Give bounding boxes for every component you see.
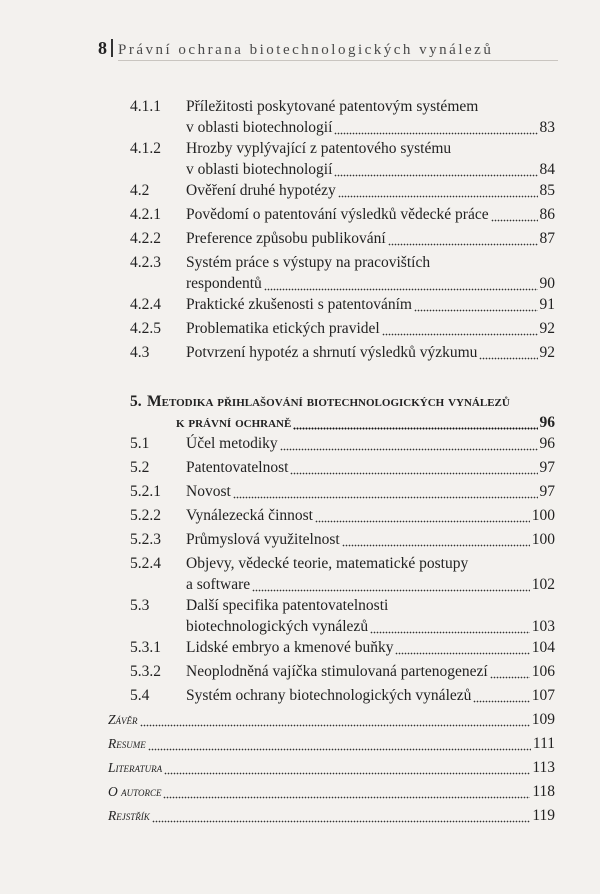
toc-section-number: 4.1.2	[130, 140, 161, 157]
toc-page-number: 84	[539, 161, 555, 178]
toc-section-number: 4.2.1	[130, 206, 161, 223]
toc-entry-title: Neoplodněná vajíčka stimulovaná partenogenezí	[186, 663, 488, 680]
toc-entry-title: k právní ochraně	[176, 414, 292, 431]
toc-entry-title: Patentovatelnost	[186, 459, 289, 476]
toc-page-number: 90	[539, 275, 555, 292]
toc-section-number: 5.2.2	[130, 507, 161, 524]
dot-leader	[315, 505, 530, 526]
dot-leader	[388, 228, 538, 249]
dot-leader	[490, 661, 530, 682]
header-rule	[118, 60, 558, 61]
dot-leader	[338, 180, 538, 201]
running-header	[98, 38, 558, 59]
toc-entry-title: Novost	[186, 483, 231, 500]
toc-entry-title: O autorce	[108, 784, 162, 799]
dot-leader	[163, 781, 530, 802]
toc-section-number: 5.2.4	[130, 555, 161, 572]
dot-leader	[290, 457, 538, 478]
toc-entry-title: Závěr	[108, 712, 138, 727]
header-separator	[111, 39, 113, 57]
book-title: Právní ochrana biotechnologických vynálezů	[118, 42, 494, 58]
toc-page-number: 109	[531, 711, 555, 728]
toc-entry-title: Příležitosti poskytované patentovým systémem	[186, 98, 479, 115]
toc-page-number: 106	[531, 663, 555, 680]
toc-entry-title: Systém práce s výstupy na pracovištích	[186, 254, 431, 271]
toc-entry-title: Průmyslová využitelnost	[186, 531, 340, 548]
toc-entry-title: Povědomí o patentování výsledků vědecké práce	[186, 206, 489, 223]
toc-entry-title: Literatura	[108, 760, 163, 775]
toc-section-number: 5.2.1	[130, 483, 161, 500]
dot-leader	[293, 412, 538, 433]
toc-section-number: 5.2.3	[130, 531, 161, 548]
toc-entry-title: Resume	[108, 736, 146, 751]
toc-section-number: 4.1.1	[130, 98, 161, 115]
dot-leader	[414, 294, 538, 315]
toc-section-number: 4.2	[130, 182, 150, 199]
toc-entry-title: Rejstřík	[108, 808, 150, 823]
toc-section-number: 5.4	[130, 687, 150, 704]
toc-section-number: 5.2	[130, 459, 150, 476]
dot-leader	[252, 574, 530, 595]
toc-entry-title: v oblasti biotechnologií	[186, 161, 333, 178]
toc-page-number: 100	[531, 531, 555, 548]
toc-page-number: 92	[539, 320, 555, 337]
toc-page-number: 100	[531, 507, 555, 524]
toc-entry-title: v oblasti biotechnologií	[186, 119, 333, 136]
toc-entry-title: Systém ochrany biotechnologických vynálezů	[186, 687, 472, 704]
toc-page-number: 102	[531, 576, 555, 593]
dot-leader	[233, 481, 538, 502]
page-number: 8	[98, 38, 107, 58]
toc-page-number: 97	[539, 459, 555, 476]
toc-entry-title: Vynálezecká činnost	[186, 507, 313, 524]
toc-page-number: 96	[539, 414, 555, 431]
toc-page-number: 103	[531, 618, 555, 635]
toc-section-number: 4.2.4	[130, 296, 161, 313]
dot-leader	[264, 273, 538, 294]
toc-entry-title: respondentů	[186, 275, 262, 292]
dot-leader	[148, 733, 531, 754]
toc-entry-title: Problematika etických pravidel	[186, 320, 380, 337]
toc-page-number: 91	[539, 296, 555, 313]
toc-page-number: 104	[531, 639, 555, 656]
toc-page-number: 96	[539, 435, 555, 452]
dot-leader	[370, 616, 530, 637]
toc-entry-title: Účel metodiky	[186, 435, 278, 452]
dot-leader	[479, 342, 538, 363]
toc-entry-title: Hrozby vyplývající z patentového systému	[186, 140, 452, 157]
dot-leader	[342, 529, 530, 550]
dot-leader	[164, 757, 530, 778]
toc-section-number: 4.2.3	[130, 254, 161, 271]
toc-entry-title: Metodika přihlašování biotechnologických vynálezů	[147, 393, 510, 410]
toc-section-number: 4.2.5	[130, 320, 161, 337]
toc-section-number: 4.2.2	[130, 230, 161, 247]
toc-page-number: 111	[532, 735, 555, 752]
toc-section-number: 5.1	[130, 435, 150, 452]
dot-leader	[382, 318, 538, 339]
toc-entry-title: Praktické zkušenosti s patentováním	[186, 296, 412, 313]
toc-page-number: 86	[539, 206, 555, 223]
toc-page-number: 97	[539, 483, 555, 500]
toc-entry-title: Ověření druhé hypotézy	[186, 182, 336, 199]
dot-leader	[140, 709, 530, 730]
toc-section-number: 5.	[130, 393, 142, 410]
toc-entry-title: biotechnologických vynálezů	[186, 618, 369, 635]
toc-entry-title: Další specifika patentovatelnosti	[186, 597, 389, 614]
toc-page-number: 113	[532, 759, 555, 776]
toc-entry-title: Objevy, vědecké teorie, matematické postupy	[186, 555, 469, 572]
toc-section-number: 5.3	[130, 597, 150, 614]
toc-entry-title: a software	[186, 576, 251, 593]
toc-entry-title: Lidské embryo a kmenové buňky	[186, 639, 394, 656]
dot-leader	[334, 159, 538, 180]
toc-page-number: 118	[532, 783, 555, 800]
toc-page-number: 83	[539, 119, 555, 136]
toc-section-number: 5.3.1	[130, 639, 161, 656]
dot-leader	[491, 204, 538, 225]
toc-page-number: 85	[539, 182, 555, 199]
dot-leader	[152, 805, 530, 826]
dot-leader	[334, 117, 538, 138]
toc-page-number: 87	[539, 230, 555, 247]
toc-entry-title: Preference způsobu publikování	[186, 230, 386, 247]
toc-section-number: 4.3	[130, 344, 150, 361]
dot-leader	[473, 685, 530, 706]
toc-page-number: 107	[531, 687, 555, 704]
dot-leader	[280, 433, 538, 454]
toc-section-number: 5.3.2	[130, 663, 161, 680]
toc-page-number: 119	[532, 807, 555, 824]
toc-entry-title: Potvrzení hypotéz a shrnutí výsledků výzkumu	[186, 344, 478, 361]
dot-leader	[395, 637, 530, 658]
toc-page-number: 92	[539, 344, 555, 361]
